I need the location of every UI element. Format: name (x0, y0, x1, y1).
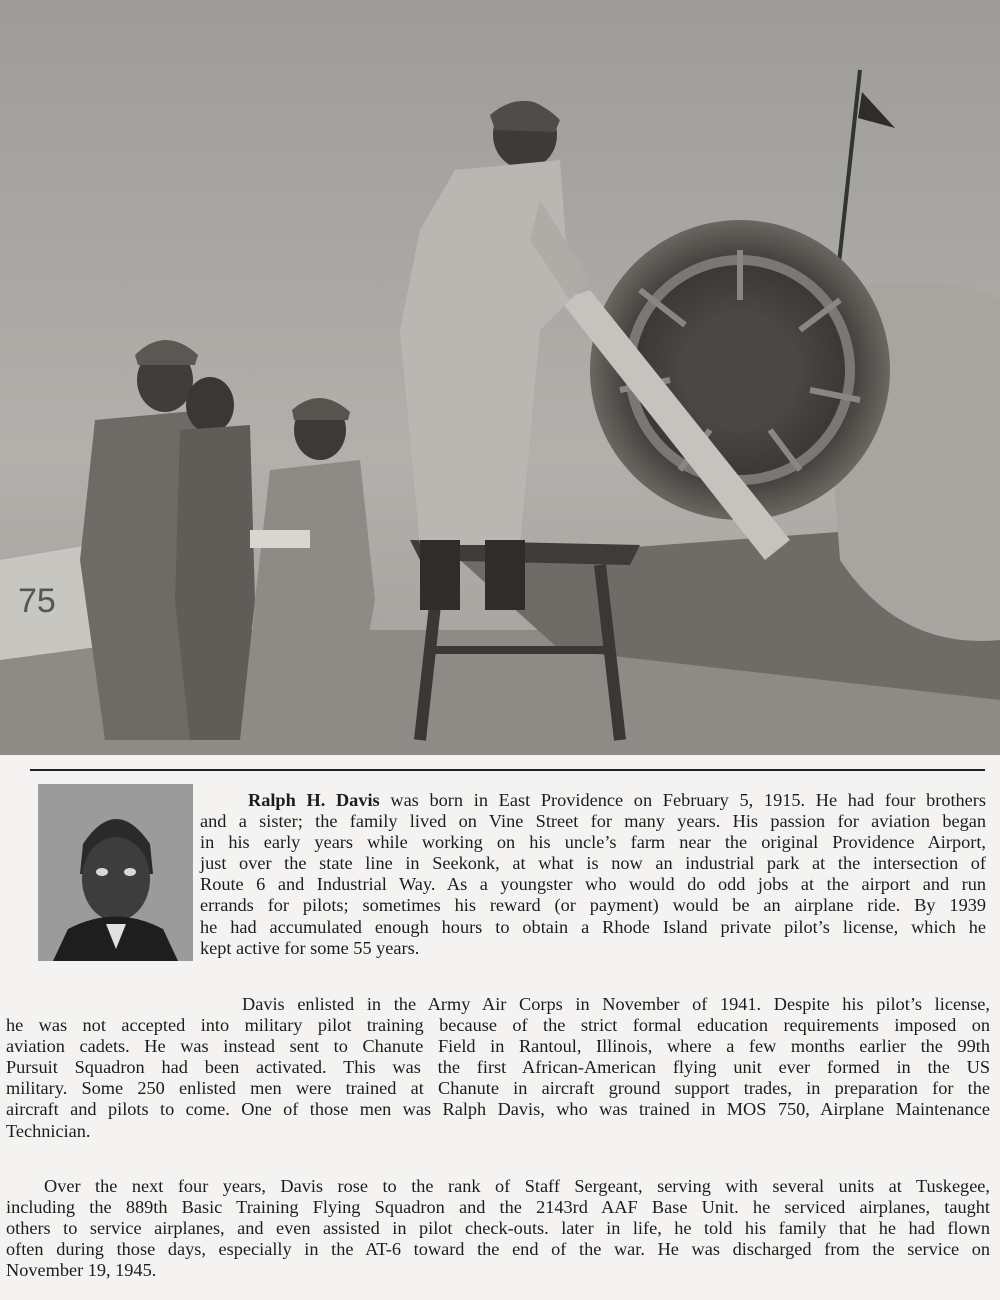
paragraph-2 (6, 994, 990, 1142)
paragraph-1-line-1: Ralph H. Davis was born in East Providence on February 5, 1915. He had four brothers (248, 790, 986, 810)
paragraph-3-line-4: often during those days, especially in the AT-6 toward the end of the war. He was discharged from the service on (6, 1239, 990, 1260)
paragraph-3-line-3: others to service airplanes, and even assisted in pilot check-outs. later in life, he told his family that he had flown (6, 1218, 990, 1239)
section-divider (30, 769, 985, 771)
paragraph-1-line-5: Route 6 and Industrial Way. As a youngster who would do odd jobs at the airport and run (200, 874, 986, 895)
paragraph-2-line-4: Pursuit Squadron had been activated. This was the first African-American flying unit ever formed in the US (6, 1057, 990, 1078)
paragraph-2-line-6: aircraft and pilots to come. One of those men was Ralph Davis, who was trained in MOS 750, Airplane Maintenance (6, 1099, 990, 1120)
paragraph-3 (6, 1176, 990, 1281)
person-name: Ralph H. Davis (248, 790, 380, 810)
paragraph-2-line-2: he was not accepted into military pilot training because of the strict formal education requirements imposed on (6, 1015, 990, 1036)
portrait-photo (38, 784, 193, 961)
fuselage-number: 75 (18, 582, 56, 620)
paragraph-1-line-7: he had accumulated enough hours to obtain a Rhode Island private pilot’s license, which he (200, 916, 986, 937)
portrait-illustration (38, 784, 193, 961)
paragraph-2-line-5: military. Some 250 enlisted men were trained at Chanute in aircraft ground support trades, in preparation for the (6, 1078, 990, 1099)
paragraph-3-line-5: November 19, 1945. (6, 1260, 157, 1281)
paragraph-2-line-1: Davis enlisted in the Army Air Corps in November of 1941. Despite his pilot’s license, (242, 994, 990, 1014)
paragraph-1-line-6: errands for pilots; sometimes his reward (or payment) would be an airplane ride. By 1939 (200, 895, 986, 916)
paragraph-1 (200, 790, 986, 959)
paragraph-1-line-8: kept active for some 55 years. (200, 937, 420, 958)
paragraph-2-line-7: Technician. (6, 1120, 91, 1141)
paragraph-1-line-2: and a sister; the family lived on Vine Street for many years. His passion for aviation began (200, 811, 986, 832)
paragraph-2-line-3: aviation cadets. He was instead sent to Chanute Field in Rantoul, Illinois, where a few months earlier the 99th (6, 1036, 990, 1057)
paragraph-1-line-4: just over the state line in Seekonk, at what is now an industrial park at the intersection of (200, 853, 986, 874)
paragraph-3-line-1: Over the next four years, Davis rose to the rank of Staff Sergeant, serving with several units at Tuskegee, (44, 1176, 990, 1196)
paragraph-1-line-3: in his early years while working on his uncle’s farm near the original Providence Airport, (200, 832, 986, 853)
paragraph-3-line-2: including the 889th Basic Training Flying Squadron and the 2143rd AAF Base Unit. he serviced airplanes, taught (6, 1197, 990, 1218)
soldier-middle (175, 377, 255, 740)
